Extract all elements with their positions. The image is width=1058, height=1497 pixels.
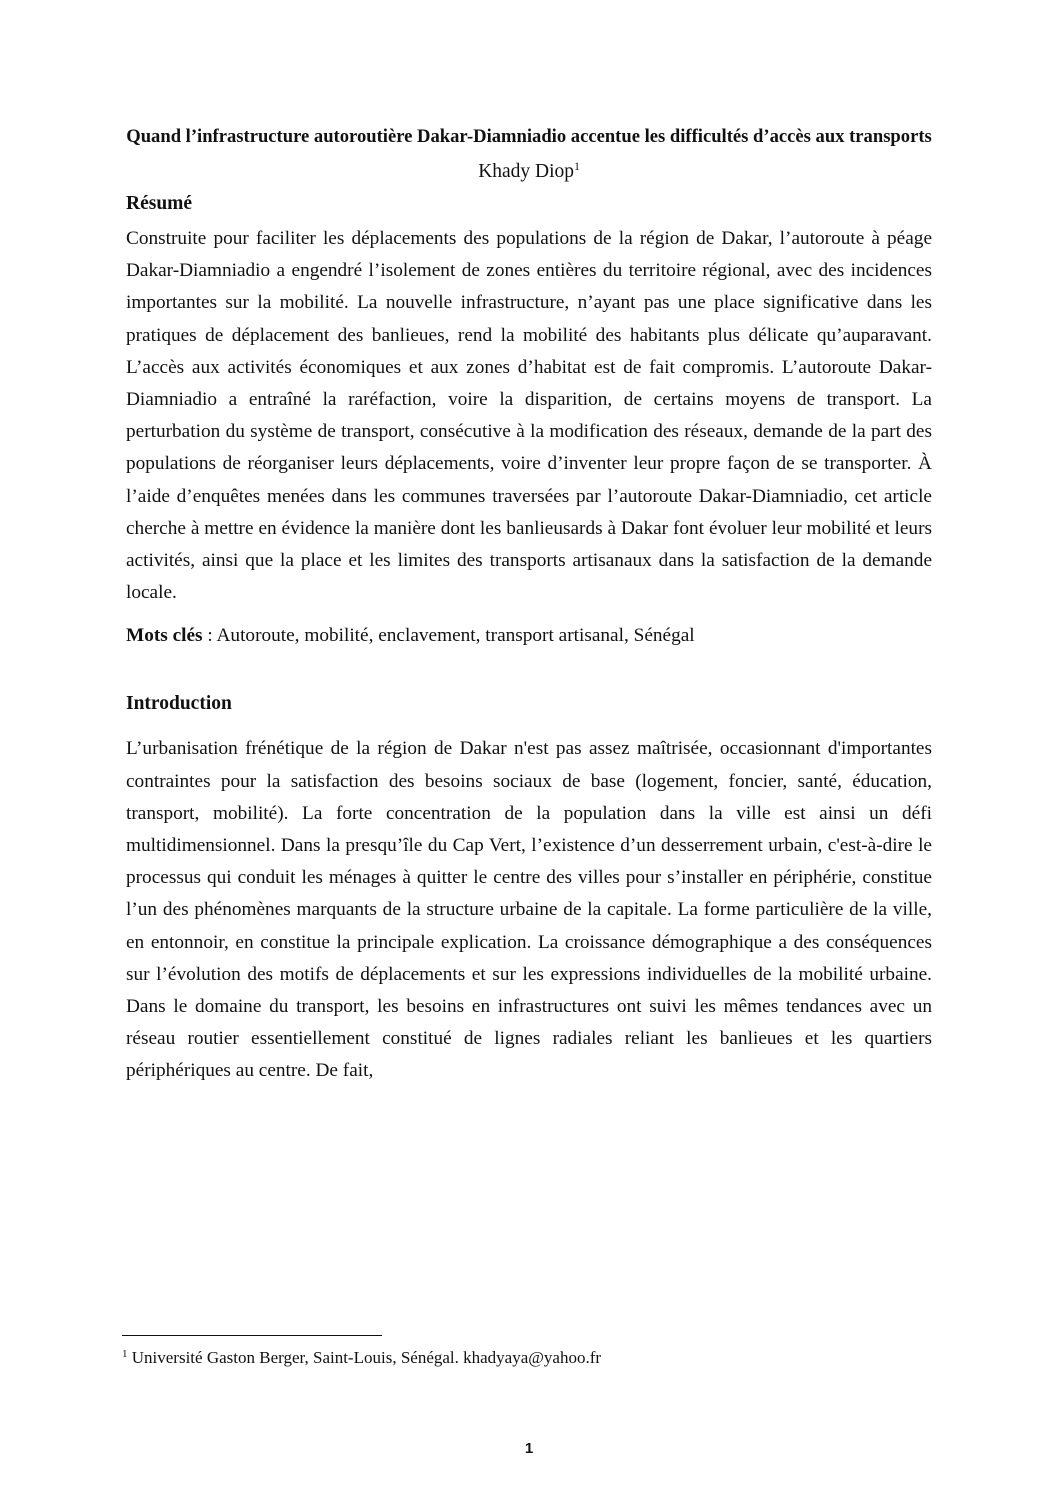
introduction-text: L’urbanisation frénétique de la région de Dakar n'est pas assez maîtrisée, occasionnant d'importantes contraintes pour la satisfaction des besoins sociaux de base (logement, foncier, santé, éducation, transport, mobilité). La forte concentration de la population dans la ville est ainsi un défi multidimensionnel. Dans la presqu’île du Cap Vert, l’existence d’un desserrement urbain, c'est-à-dire le processus qui conduit les ménages à quitter le centre des villes pour s’installer en périphérie, constitue l’un des phénomènes marquants de la structure urbaine de la capitale. La forme particulière de la ville, en entonnoir, en constitue la principale explication. La croissance démographique a des conséquences sur l’évolution des motifs de déplacements et sur les expressions individuelles de la mobilité urbaine. Dans le domaine du transport, les besoins en infrastructures ont suivi les mêmes tendances avec un réseau routier essentiellement constitué de lignes radiales reliant les banlieues et les quartiers périphériques au centre. De fait, [126, 738, 932, 1082]
author-line [126, 159, 932, 185]
abstract-text: Construite pour faciliter les déplacements des populations de la région de Dakar, l’autoroute à péage Dakar-Diamniadio a engendré l’isolement de zones entières du territoire régional, avec des incidences importantes sur la mobilité. La nouvelle infrastructure, n’ayant pas une place significative dans les pratiques de déplacement des banlieues, rend la mobilité des habitants plus délicate qu’auparavant. L’accès aux activités économiques et aux zones d’habitat est de fait compromis. L’autoroute Dakar-Diamniadio a entraîné la raréfaction, voire la disparition, de certains moyens de transport. La perturbation du système de transport, consécutive à la modification des réseaux, demande de la part des populations de réorganiser leurs déplacements, voire d’inventer leur propre façon de se transporter. À l’aide d’enquêtes menées dans les communes traversées par l’autoroute Dakar-Diamniadio, cet article cherche à mettre en évidence la manière dont les banlieusards à Dakar font évoluer leur mobilité et leurs activités, ainsi que la place et les limites des transports artisanaux dans la satisfaction de la demande locale. [126, 228, 932, 604]
keywords-label: Mots clés [126, 625, 203, 647]
abstract-heading: Résumé [126, 193, 193, 214]
footnote-text: Université Gaston Berger, Saint-Louis, Sénégal. khadyaya@yahoo.fr [131, 1348, 602, 1367]
author-name: Khady Diop [478, 161, 575, 182]
footnote-mark: 1 [122, 1348, 128, 1360]
keywords-separator: : [202, 625, 217, 647]
footnote-divider [122, 1335, 382, 1336]
keywords-text: Autoroute, mobilité, enclavement, transport artisanal, Sénégal [216, 625, 695, 647]
page-body [126, 124, 932, 1088]
page-number: 1 [524, 1440, 534, 1457]
footnote [122, 1347, 601, 1369]
introduction-heading: Introduction [126, 693, 232, 715]
author-footnote-mark: 1 [574, 161, 580, 173]
keywords-line [126, 623, 932, 649]
article-title: Quand l’infrastructure autoroutière Dakar-Diamniadio accentue les difficultés d’accès aux transports [126, 126, 932, 147]
